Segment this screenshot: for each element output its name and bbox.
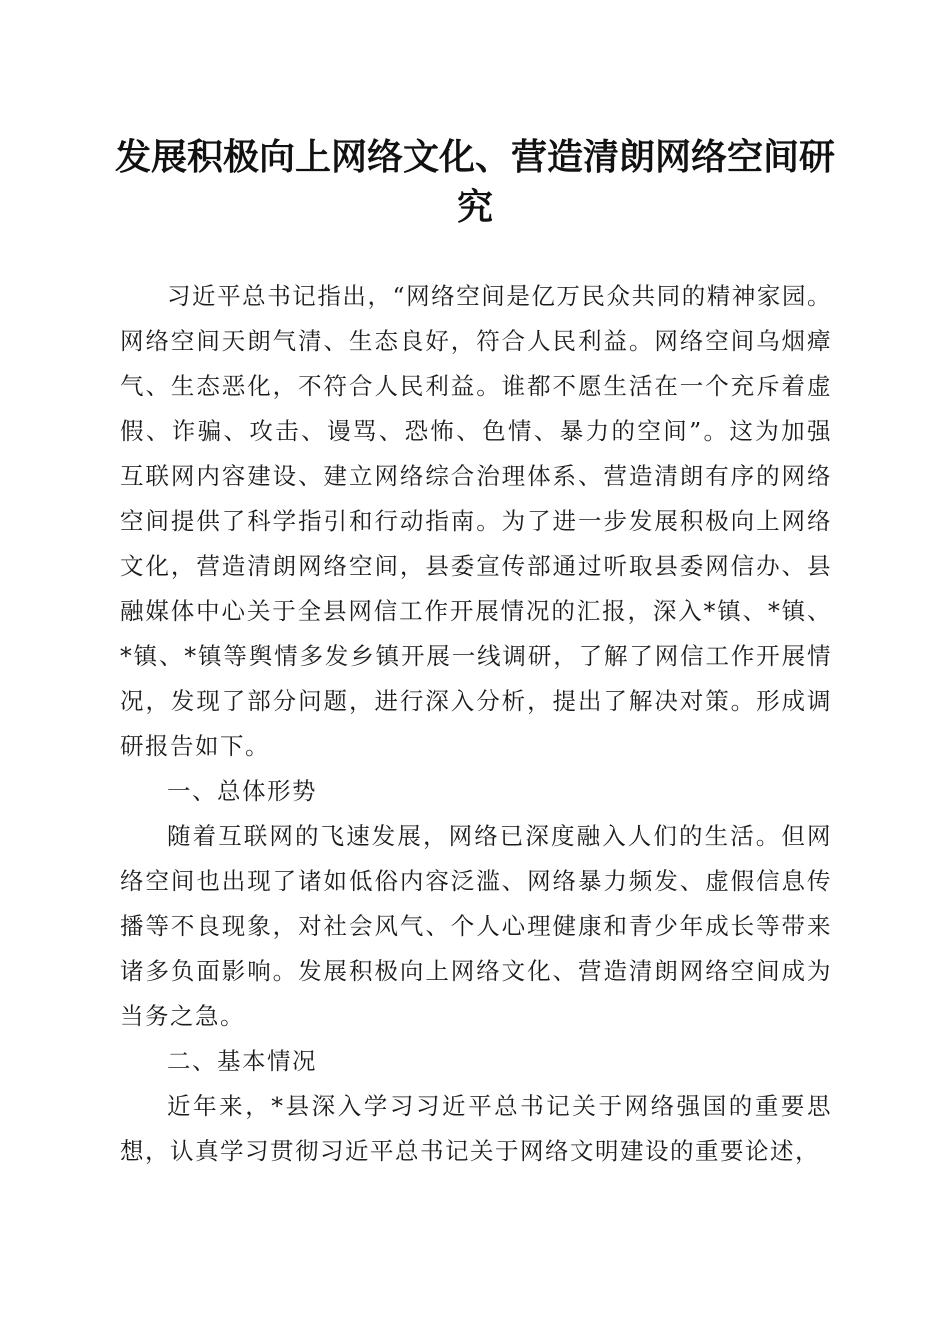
section-heading-overall-situation: 一、总体形势	[167, 777, 317, 805]
overall-situation-paragraph: 随着互联网的飞速发展，网络已深度融入人们的生活。但网络空间也出现了诸如低俗内容泛滥、网络暴力频发、虚假信息传播等不良现象，对社会风气、个人心理健康和青少年成长等带来诸多负面影响。发展积极向上网络文化、营造清朗网络空间成为当务之急。	[120, 822, 832, 1030]
basic-situation-paragraph: 近年来，*县深入学习习近平总书记关于网络强国的重要思想，认真学习贯彻习近平总书记关于网络文明建设的重要论述，	[120, 1092, 832, 1165]
section-heading-basic-situation: 二、基本情况	[167, 1047, 317, 1075]
document-title: 发展积极向上网络文化、营造清朗网络空间研究	[114, 136, 835, 228]
intro-paragraph: 习近平总书记指出，“网络空间是亿万民众共同的精神家园。网络空间天朗气清、生态良好，符合人民利益。网络空间乌烟瘴气、生态恶化，不符合人民利益。谁都不愿生活在一个充斥着虚假、诈骗、攻击、谩骂、恐怖、色情、暴力的空间”。这为加强互联网内容建设、建立网络综合治理体系、营造清朗有序的网络空间提供了科学指引和行动指南。为了进一步发展积极向上网络文化，营造清朗网络空间，县委宣传部通过听取县委网信办、县融媒体中心关于全县网信工作开展情况的汇报，深入*镇、*镇、*镇、*镇等舆情多发乡镇开展一线调研，了解了网信工作开展情况，发现了部分问题，进行深入分析，提出了解决对策。形成调研报告如下。	[120, 282, 832, 760]
document-body	[120, 274, 832, 1174]
